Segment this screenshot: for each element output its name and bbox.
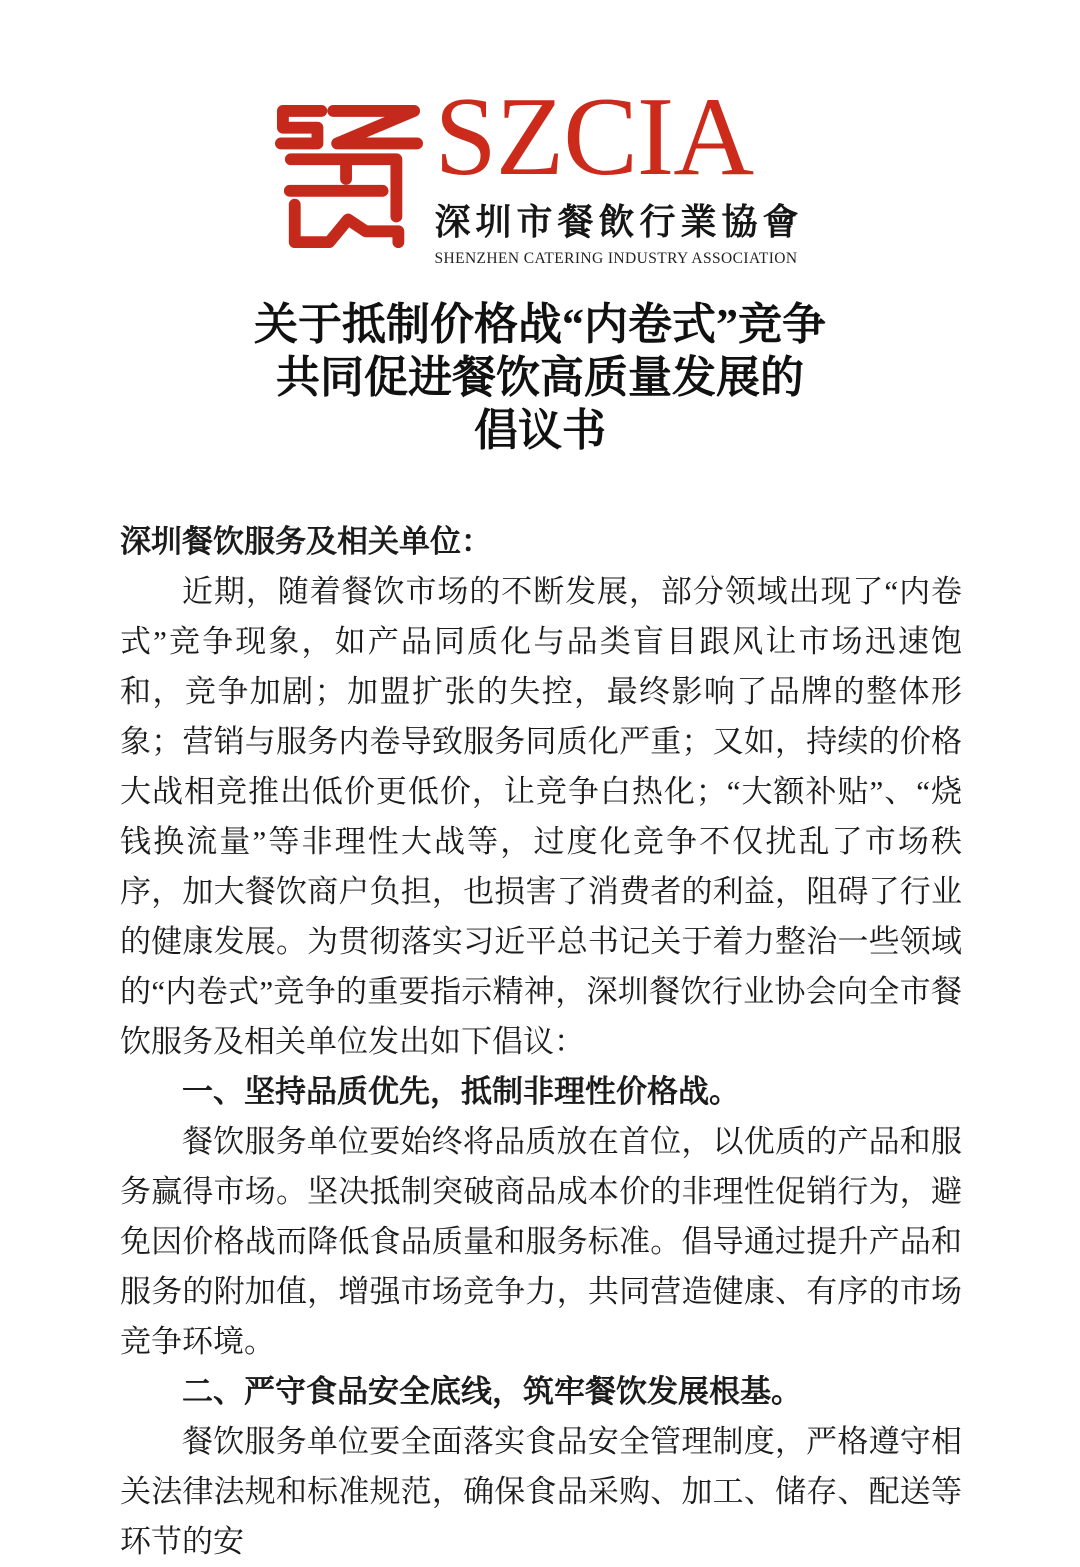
logo-text-column — [434, 75, 804, 268]
szcia-logo-mark-icon — [276, 102, 424, 254]
paragraph-intro: 近期，随着餐饮市场的不断发展，部分领域出现了“内卷式”竞争现象，如产品同质化与品类盲目跟风让市场迅速饱和，竞争加剧；加盟扩张的失控，最终影响了品牌的整体形象；营销与服务内卷导致服务同质化严重；又如，持续的价格大战相竞推出低价更低价，让竞争白热化；“大额补贴”、“烧钱换流量”等非理性大战等，过度化竞争不仅扰乱了市场秩序，加大餐饮商户负担，也损害了消费者的利益，阻碍了行业的健康发展。为贯彻落实习近平总书记关于着力整治一些领域的“内卷式”竞争的重要指示精神，深圳餐饮行业协会向全市餐饮服务及相关单位发出如下倡议： — [120, 573, 962, 1059]
document-title-line-3: 倡议书 — [474, 405, 606, 455]
document-title-line-2: 共同促进餐饮高质量发展的 — [276, 352, 804, 402]
logo-acronym: SZCIA — [434, 75, 754, 199]
document-title — [0, 298, 1080, 457]
section-heading-2: 二、严守食品安全底线，筑牢餐饮发展根基。 — [182, 1373, 802, 1409]
section-heading-1: 一、坚持品质优先，抵制非理性价格战。 — [182, 1073, 740, 1109]
logo-name-chinese: 深圳市餐飲行業協會 — [434, 201, 804, 242]
association-logo — [0, 0, 1080, 268]
logo-name-english: SHENZHEN CATERING INDUSTRY ASSOCIATION — [434, 249, 798, 267]
salutation: 深圳餐饮服务及相关单位： — [120, 523, 492, 559]
paragraph-section-2: 餐饮服务单位要全面落实食品安全管理制度，严格遵守相关法律法规和标准规范，确保食品采购、加工、储存、配送等环节的安 — [120, 1423, 962, 1559]
paragraph-section-1: 餐饮服务单位要始终将品质放在首位，以优质的产品和服务赢得市场。坚决抵制突破商品成本价的非理性促销行为，避免因价格战而降低食品质量和服务标准。倡导通过提升产品和服务的附加值，增强市场竞争力，共同营造健康、有序的市场竞争环境。 — [120, 1123, 962, 1359]
document-title-line-1: 关于抵制价格战“内卷式”竞争 — [254, 299, 826, 349]
document-body — [120, 517, 962, 1567]
